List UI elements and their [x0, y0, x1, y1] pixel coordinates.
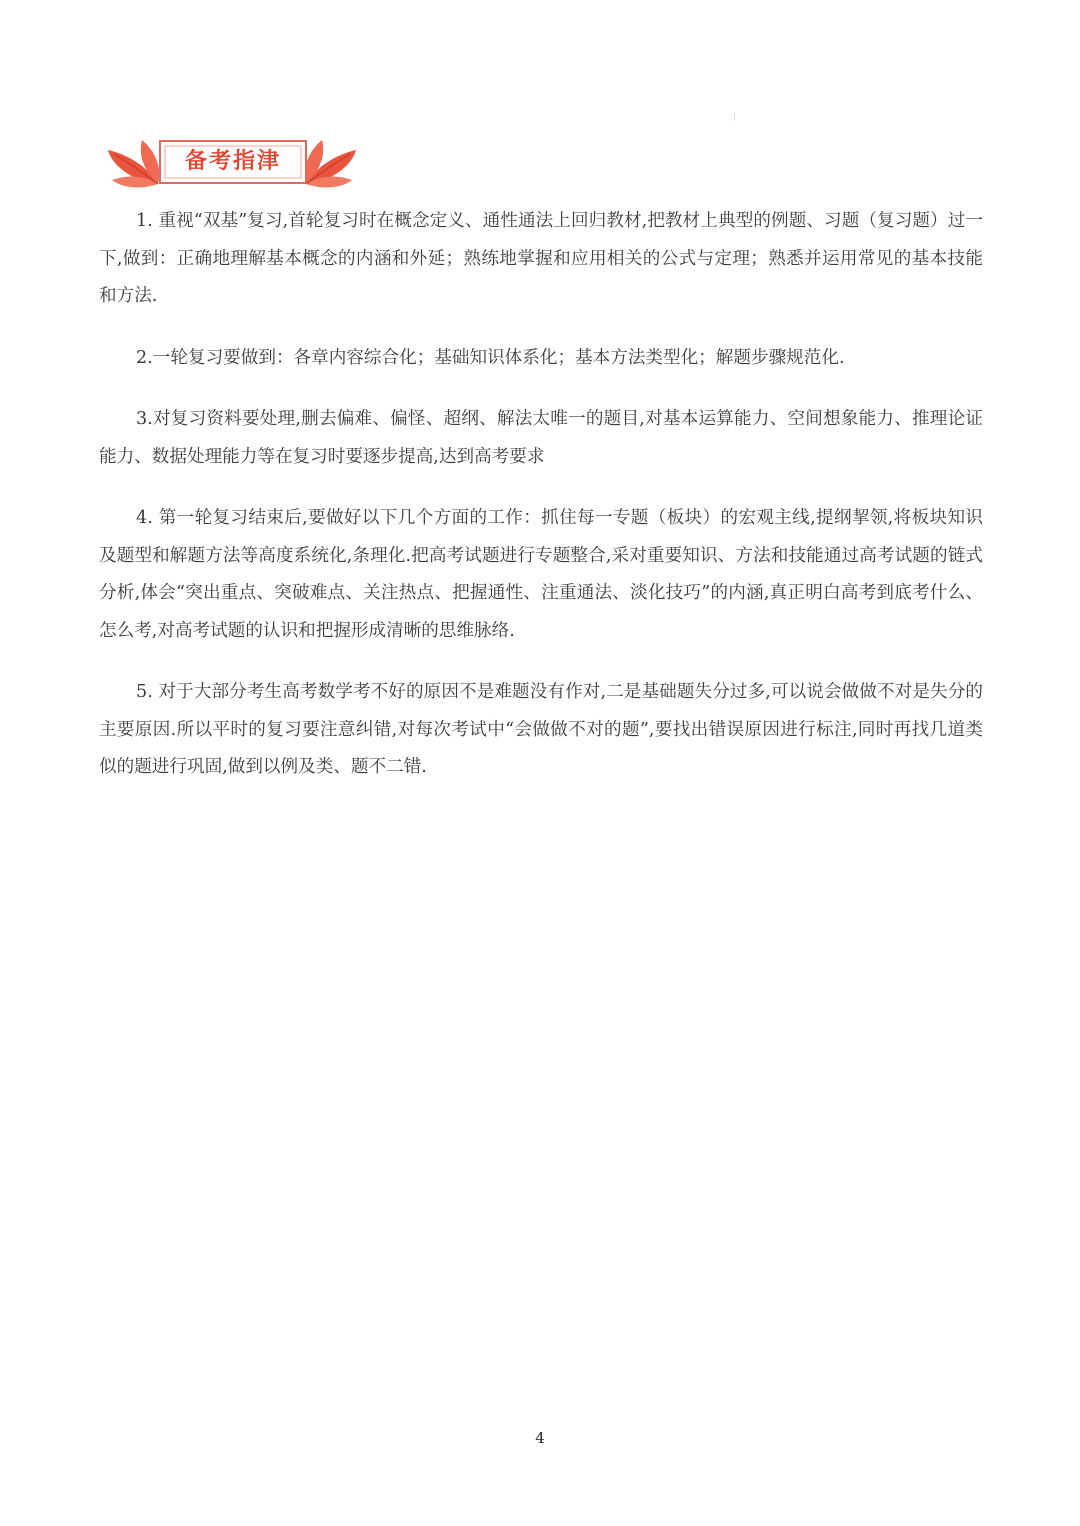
- guidance-body: [99, 203, 983, 811]
- page-number: 4: [535, 1429, 545, 1447]
- header-mark: ¦: [733, 112, 736, 121]
- guidance-paragraph-2: 2.一轮复习要做到：各章内容综合化；基础知识体系化；基本方法类型化；解题步骤规范化.: [136, 347, 845, 368]
- banner-title: 备考指津: [184, 149, 281, 174]
- guidance-paragraph-4: 4. 第一轮复习结束后,要做好以下几个方面的工作：抓住每一专题（板块）的宏观主线,提纲挈领,将板块知识及题型和解题方法等高度系统化,条理化.把高考试题进行专题整合,采对重要知识、方法和技能通过高考试题的链式分析,体会“突出重点、突破难点、关注热点、把握通性、注重通法、淡化技巧”的内涵,真正明白高考到底考什么、怎么考,对高考试题的认识和把握形成清晰的思维脉络.: [99, 508, 983, 641]
- guidance-paragraph-3: 3.对复习资料要处理,删去偏难、偏怪、超纲、解法太唯一的题目,对基本运算能力、空间想象能力、推理论证能力、数据处理能力等在复习时要逐步提高,达到高考要求: [99, 409, 983, 467]
- guidance-paragraph-5: 5. 对于大部分考生高考数学考不好的原因不是难题没有作对,二是基础题失分过多,可以说会做做不对是失分的主要原因.所以平时的复习要注意纠错,对每次考试中“会做做不对的题”,要找出错误原因进行标注,同时再找几道类似的题进行巩固,做到以例及类、题不二错.: [99, 682, 983, 777]
- section-banner: [104, 136, 360, 194]
- guidance-paragraph-1: 1. 重视“双基”复习,首轮复习时在概念定义、通性通法上回归教材,把教材上典型的例题、习题（复习题）过一下,做到：正确地理解基本概念的内涵和外延；熟练地掌握和应用相关的公式与定理；熟悉并运用常见的基本技能和方法.: [99, 211, 983, 306]
